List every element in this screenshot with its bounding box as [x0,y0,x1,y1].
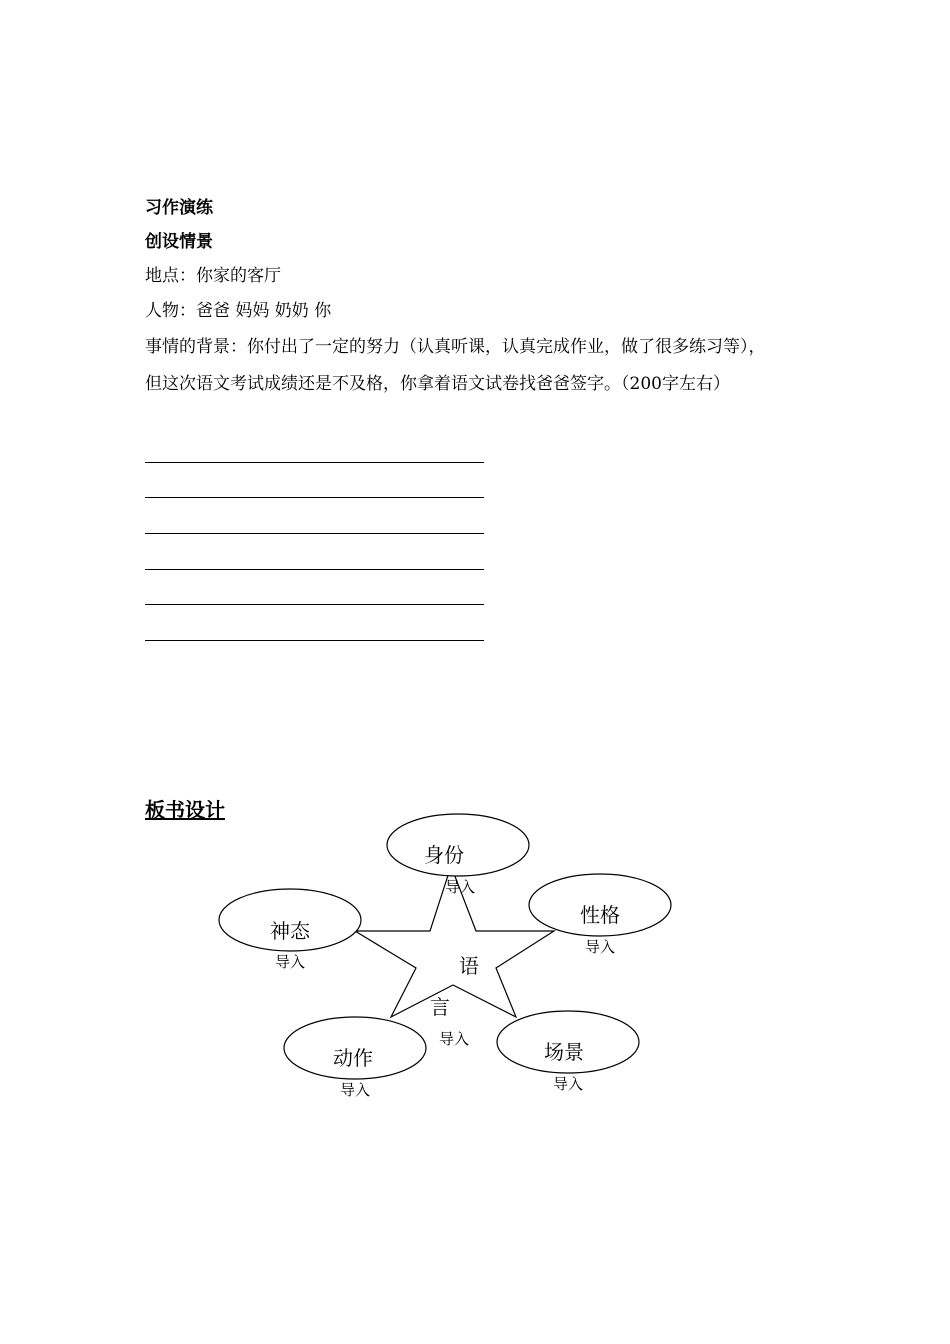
node-label: 神态 [270,919,310,943]
people-line: 人物：爸爸 妈妈 奶奶 你 [145,301,332,321]
node-sub-label: 导入 [552,1075,584,1093]
node-sub-label: 导入 [584,938,616,956]
node-sub-label: 导入 [444,878,476,896]
background-line-1: 事情的背景：你付出了一定的努力（认真听课，认真完成作业，做了很多练习等）， [145,337,766,357]
background-line-2: 但这次语文考试成绩还是不及格，你拿着语文试卷找爸爸签字。（200字左右） [145,374,730,394]
node-expression [219,889,361,971]
exercise-subtitle: 创设情景 [145,232,213,252]
location-line: 地点：你家的客厅 [145,266,281,286]
node-action [284,1017,426,1099]
node-personality [529,874,671,956]
node-label: 性格 [580,903,620,927]
center-text-bottom: 言 [430,995,450,1019]
center-text-top: 语 [459,954,479,978]
node-sub-label: 导入 [339,1081,371,1099]
node-identity [387,814,529,896]
exercise-title: 习作演练 [145,198,213,218]
node-label: 动作 [333,1046,373,1070]
center-sub-label: 导入 [438,1030,470,1048]
node-label: 场景 [544,1040,584,1064]
node-scene [497,1011,639,1093]
node-label: 身份 [424,843,464,867]
node-sub-label: 导入 [274,953,306,971]
board-design-title: 板书设计 [145,798,225,822]
